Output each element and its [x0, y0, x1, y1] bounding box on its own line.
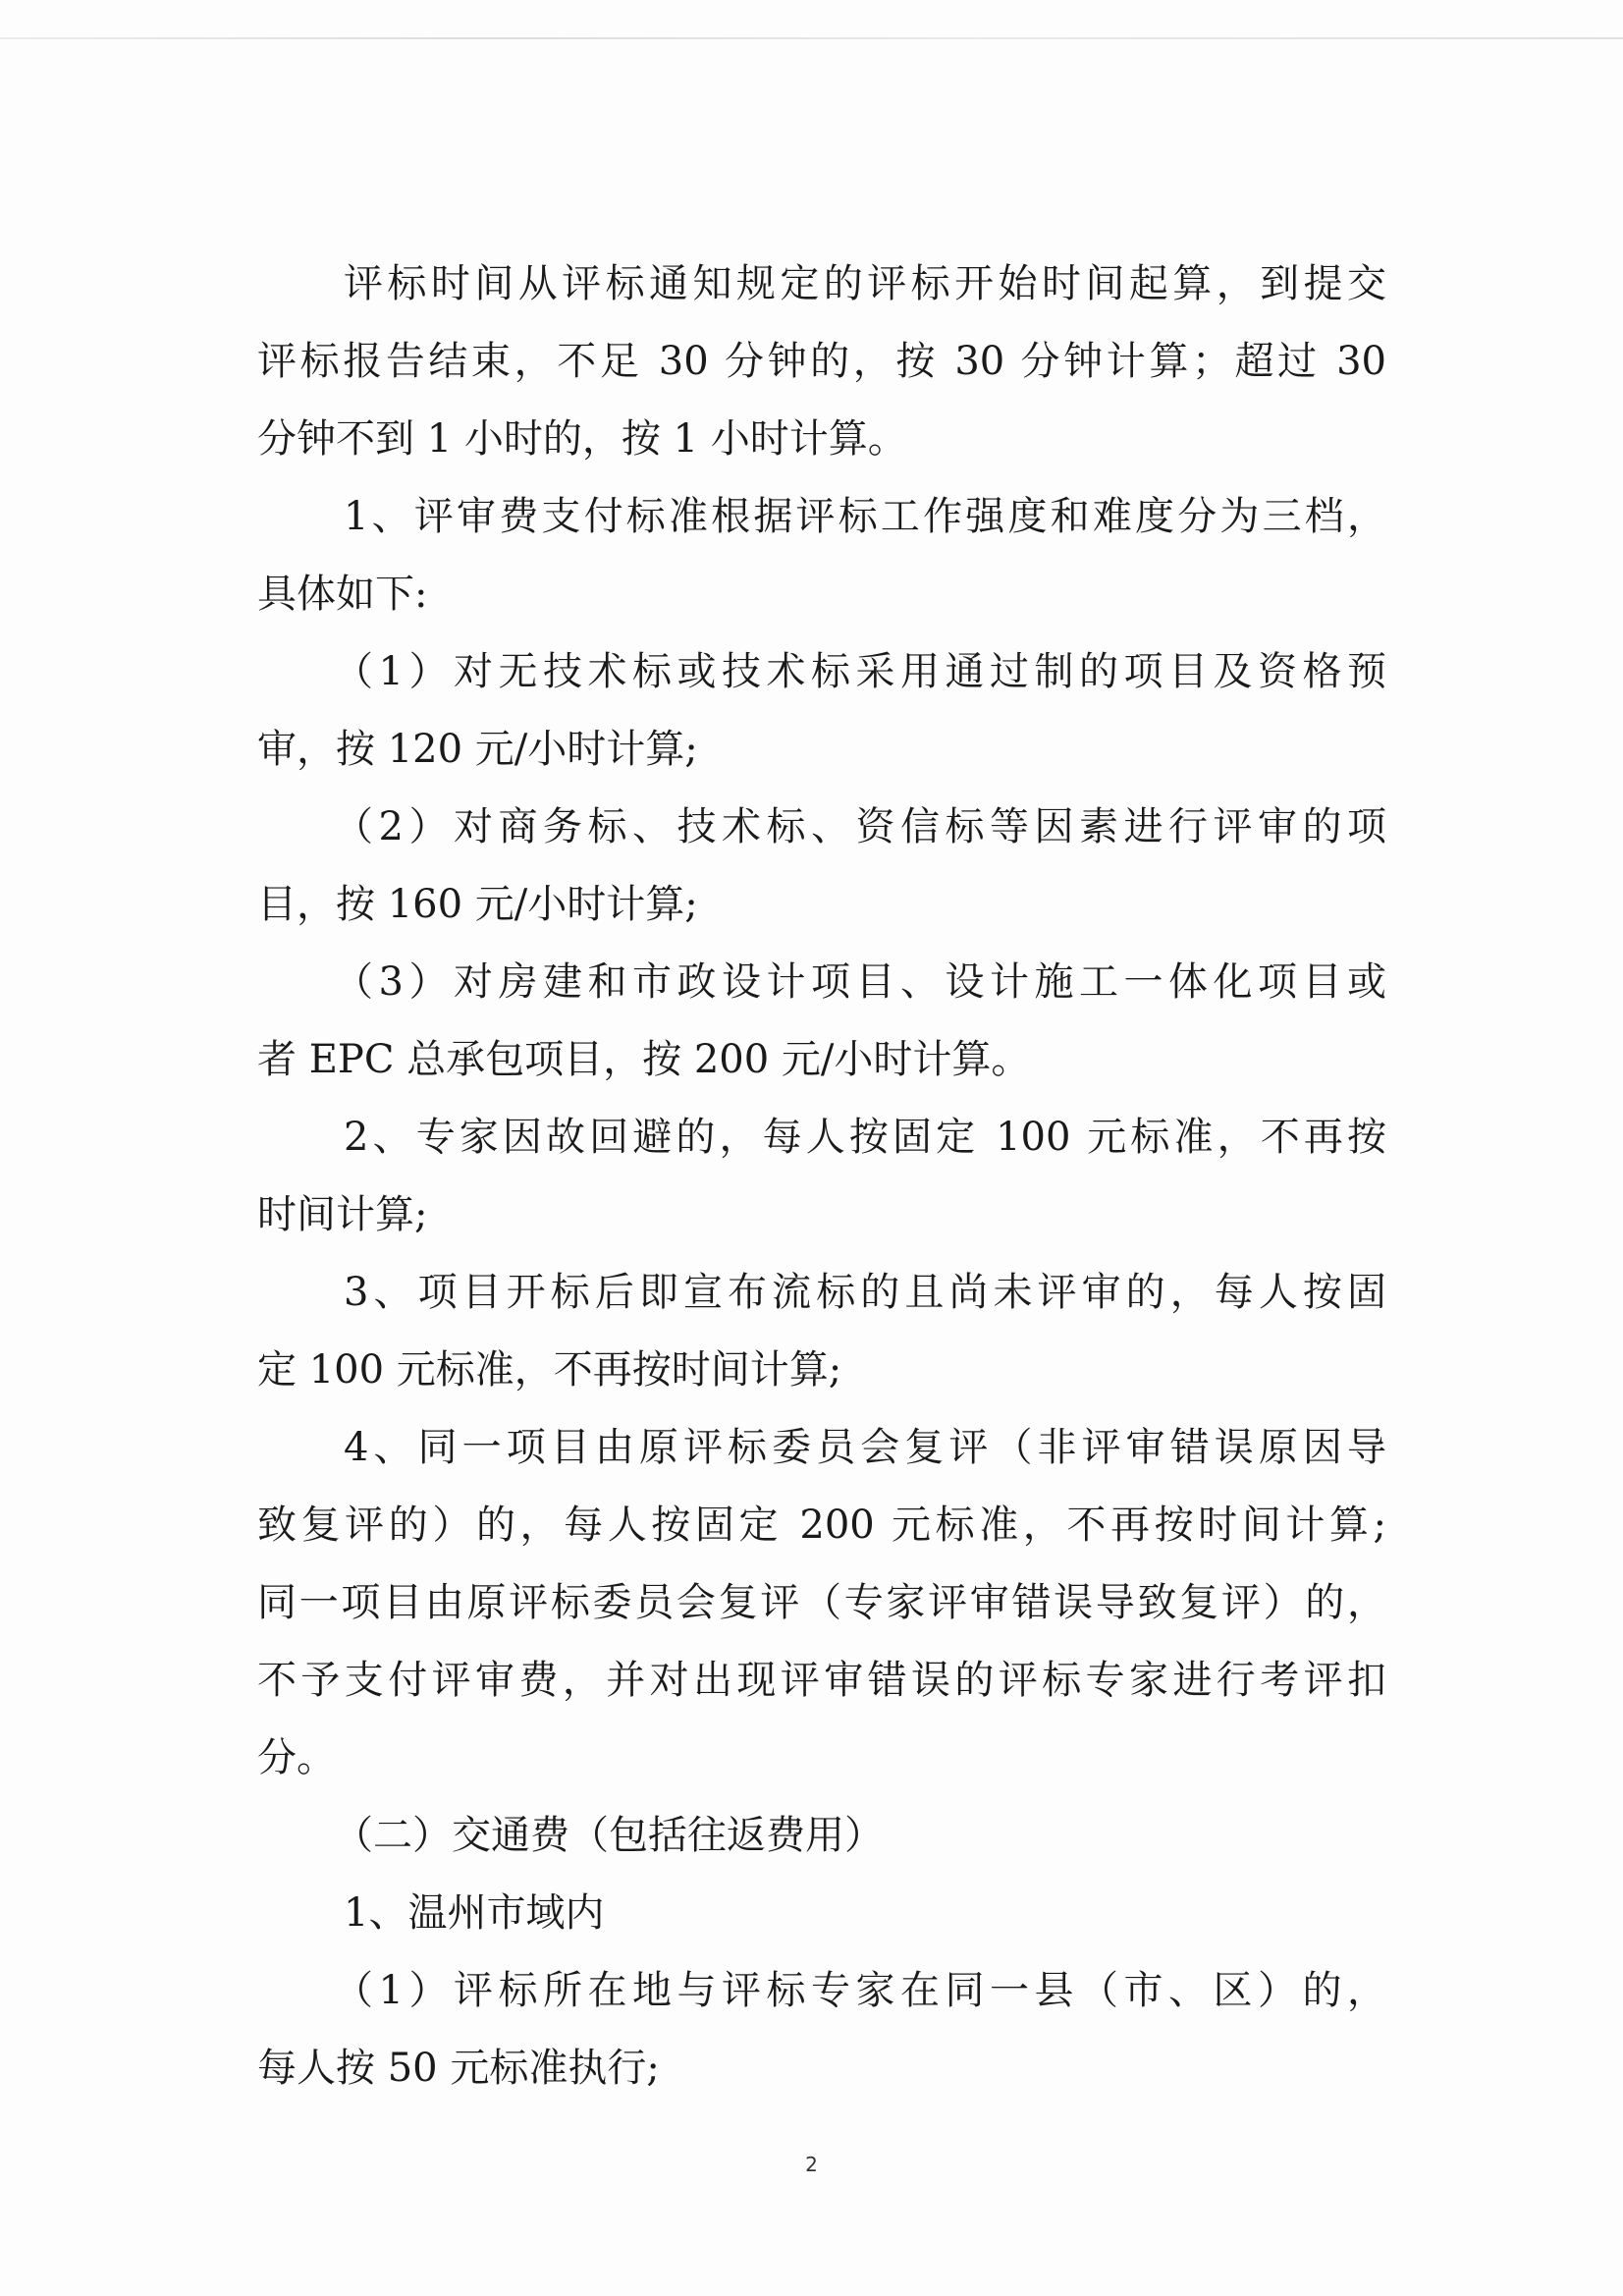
text-line: 分。 — [257, 1735, 336, 1780]
text-line: （1）对无技术标或技术标采用通过制的项目及资格预 — [334, 649, 1386, 694]
text-line: 时间计算; — [257, 1192, 428, 1237]
text-line: 评标报告结束，不足 30 分钟的，按 30 分钟计算；超过 30 — [257, 339, 1386, 384]
text-line: 1、评审费支付标准根据评标工作强度和难度分为三档， — [344, 494, 1386, 539]
text-line: 具体如下: — [257, 572, 428, 617]
text-line: 不予支付评审费，并对出现评审错误的评标专家进行考评扣 — [257, 1658, 1386, 1703]
text-line: （1）评标所在地与评标专家在同一县（市、区）的， — [334, 1968, 1386, 2013]
text-line: 4、同一项目由原评标委员会复评（非评审错误原因导 — [344, 1425, 1386, 1470]
text-line: 每人按 50 元标准执行; — [257, 2046, 660, 2091]
scan-edge-line — [0, 37, 1623, 39]
text-line: 分钟不到 1 小时的，按 1 小时计算。 — [257, 416, 907, 462]
text-line: 1、温州市域内 — [344, 1890, 605, 1936]
text-line: 定 100 元标准，不再按时间计算; — [257, 1347, 842, 1393]
text-line: 者 EPC 总承包项目，按 200 元/小时计算。 — [257, 1037, 1031, 1082]
text-line: 同一项目由原评标委员会复评（专家评审错误导致复评）的， — [257, 1580, 1386, 1625]
page-number: 2 — [805, 2153, 818, 2176]
text-line: 评标时间从评标通知规定的评标开始时间起算，到提交 — [344, 261, 1386, 306]
text-line: 审，按 120 元/小时计算; — [257, 727, 698, 772]
text-line: 目，按 160 元/小时计算; — [257, 882, 698, 927]
text-line: （2）对商务标、技术标、资信标等因素进行评审的项 — [334, 804, 1386, 849]
text-line: （二）交通费（包括往返费用） — [334, 1813, 884, 1858]
text-line: 2、专家因故回避的，每人按固定 100 元标准，不再按 — [344, 1115, 1386, 1160]
document-body — [257, 246, 1386, 2107]
text-line: （3）对房建和市政设计项目、设计施工一体化项目或 — [334, 959, 1386, 1005]
text-line: 3、项目开标后即宣布流标的且尚未评审的，每人按固 — [344, 1270, 1386, 1315]
text-line: 致复评的）的，每人按固定 200 元标准，不再按时间计算; — [257, 1503, 1386, 1548]
